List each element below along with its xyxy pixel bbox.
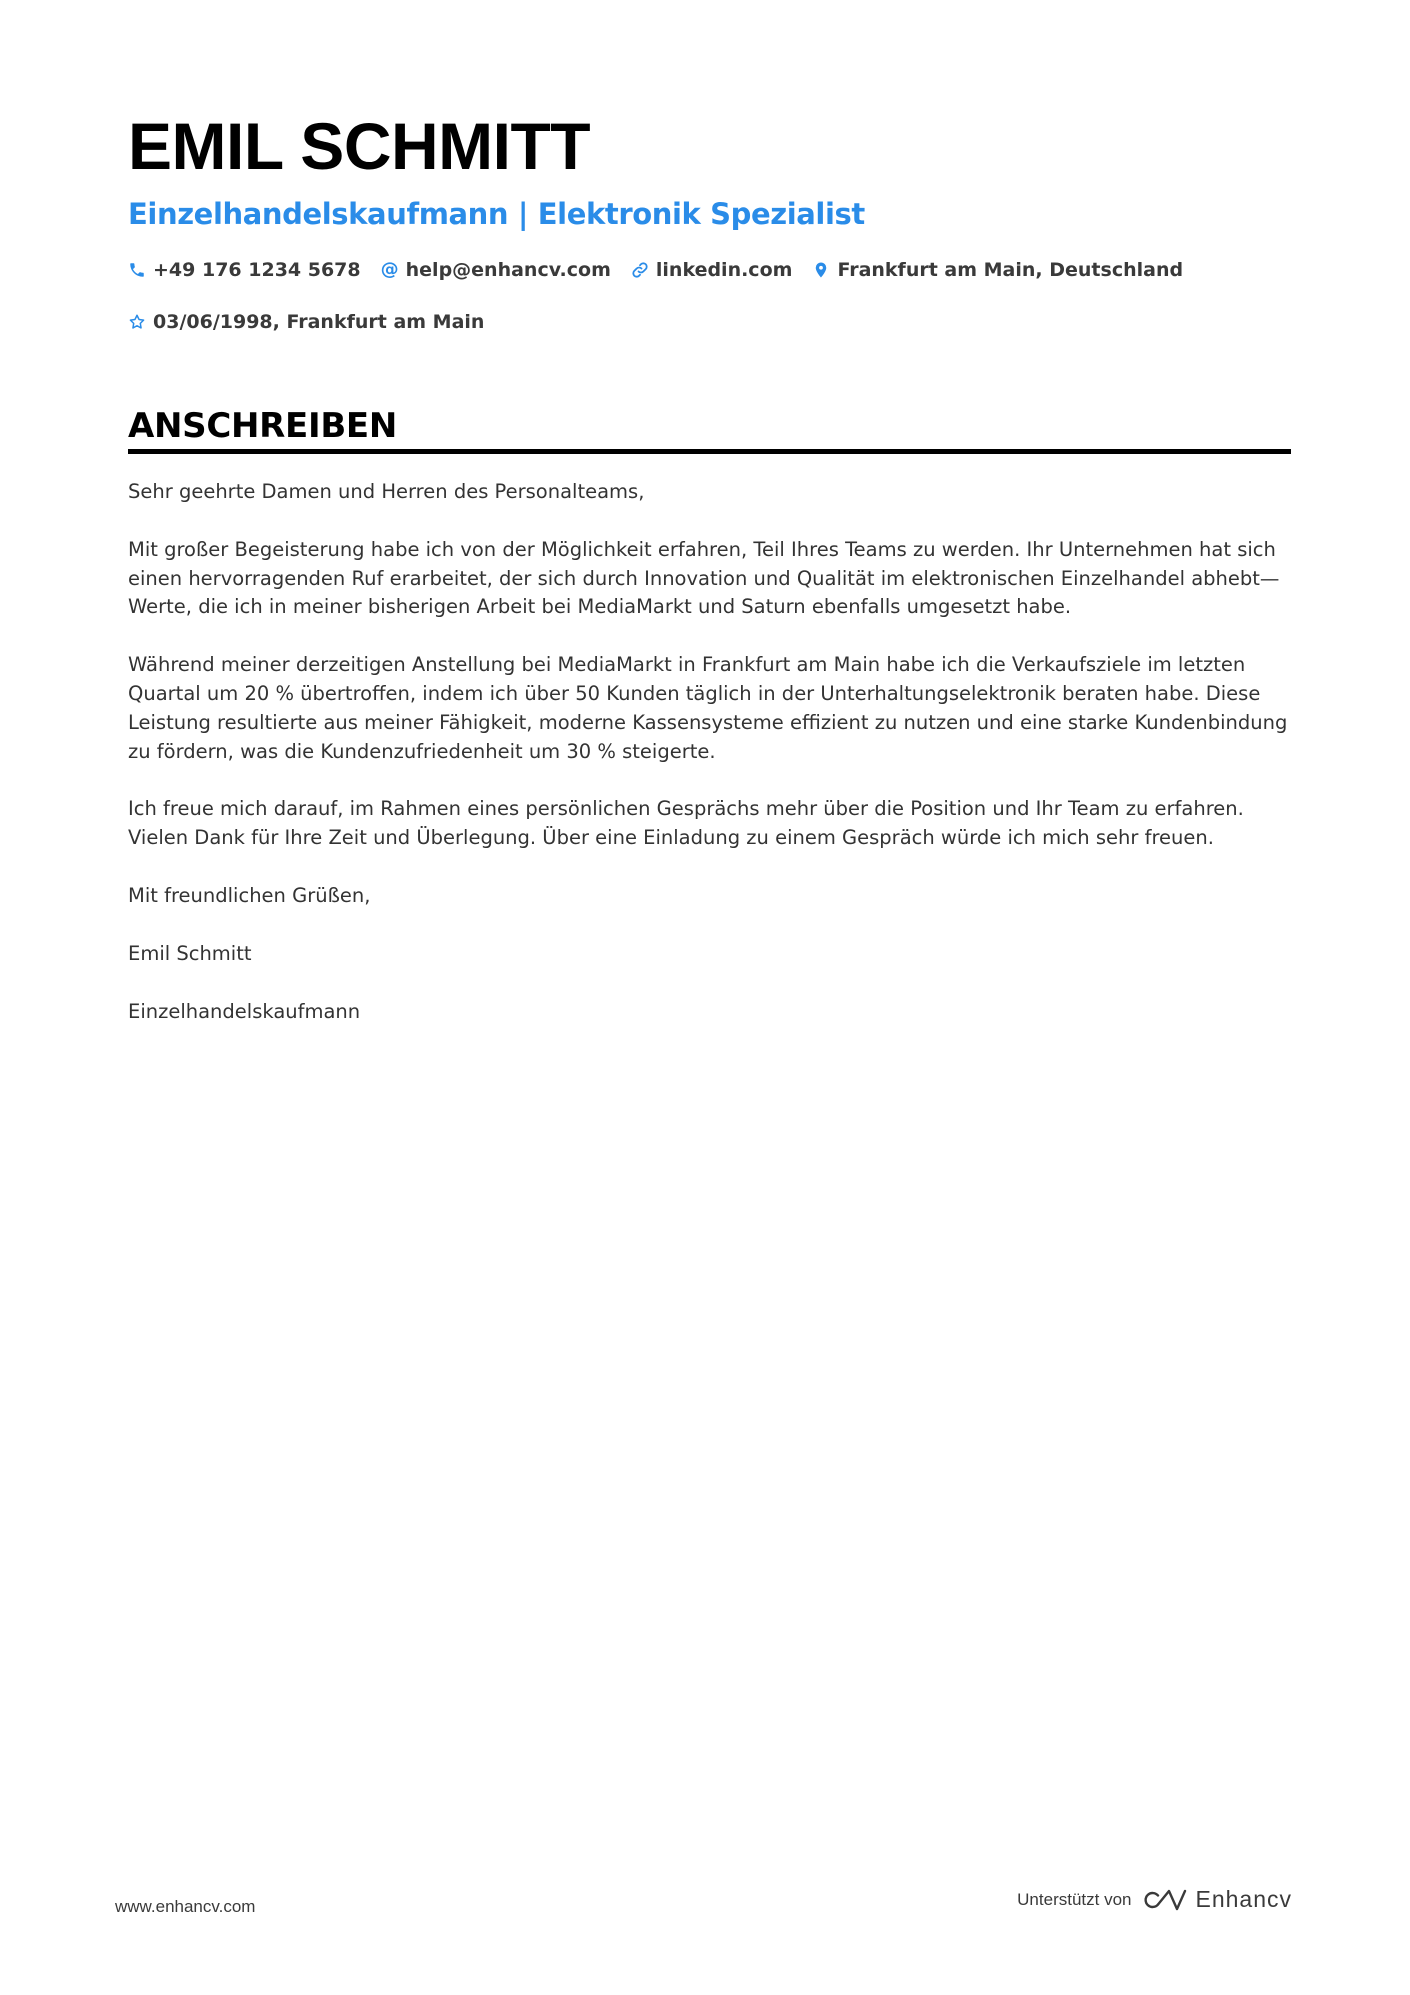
contact-birth [128,308,484,336]
applicant-title: Einzelhandelskaufmann | Elektronik Spezialist [128,197,865,231]
section-title: ANSCHREIBEN [128,406,398,446]
brand-name: Enhancv [1195,1886,1292,1912]
contact-email[interactable] [381,256,611,284]
footer-branding [1017,1886,1292,1913]
letter-closing: Mit freundlichen Grüßen, [128,883,371,907]
section-divider [128,449,1291,454]
birth-text: 03/06/1998, Frankfurt am Main [153,311,485,333]
location-text: Frankfurt am Main, Deutschland [837,259,1184,281]
contact-phone[interactable] [128,256,361,284]
contact-website[interactable] [631,256,793,284]
letter-paragraph: Mit großer Begeisterung habe ich von der Möglichkeit erfahren, Teil Ihres Teams zu werden. Ihr Unternehmen hat sich einen hervorragenden Ruf erarbeitet, der sich durch Innovation und Qualität im elektronischen Einzelhandel abhebt—Werte, die ich in meiner bisherigen Arbeit bei MediaMarkt und Saturn ebenfalls umgesetzt habe. [128,537,1280,619]
footer-website-link[interactable]: www.enhancv.com [115,1897,256,1916]
link-icon [631,261,649,279]
contact-location [812,256,1183,284]
letter-paragraph: Ich freue mich darauf, im Rahmen eines persönlichen Gesprächs mehr über die Position und Ihr Team zu erfahren. Vielen Dank für Ihre Zeit und Überlegung. Über eine Einladung zu einem Gespräch würde ich mich sehr freuen. [128,797,1244,850]
location-pin-icon [812,261,830,279]
contact-info [128,256,1278,336]
letter-signature-title: Einzelhandelskaufmann [128,999,361,1023]
brand-logo[interactable] [1141,1886,1292,1913]
phone-text: +49 176 1234 5678 [153,259,361,281]
resume-header [128,108,1291,336]
phone-icon [128,261,146,279]
star-icon [128,313,146,331]
letter-signature-name: Emil Schmitt [128,941,252,965]
email-text: help@enhancv.com [405,259,611,281]
website-text: linkedin.com [655,259,793,281]
cover-letter-section [128,403,1291,1055]
at-icon: @ [380,259,399,280]
powered-by-label: Unterstützt von [1017,1889,1132,1909]
applicant-name: EMIL SCHMITT [128,109,591,183]
enhancv-logo-icon [1141,1887,1187,1913]
letter-paragraph: Während meiner derzeitigen Anstellung bei MediaMarkt in Frankfurt am Main habe ich die Verkaufsziele im letzten Quartal um 20 % übertroffen, indem ich über 50 Kunden täglich in der Unterhaltungselektronik beraten habe. Diese Leistung resultierte aus meiner Fähigkeit, moderne Kassensysteme effizient zu nutzen und eine starke Kundenbindung zu fördern, was die Kundenzufriedenheit um 30 % steigerte. [128,653,1288,763]
letter-salutation: Sehr geehrte Damen und Herren des Personalteams, [128,480,645,503]
letter-body [128,478,1291,1026]
